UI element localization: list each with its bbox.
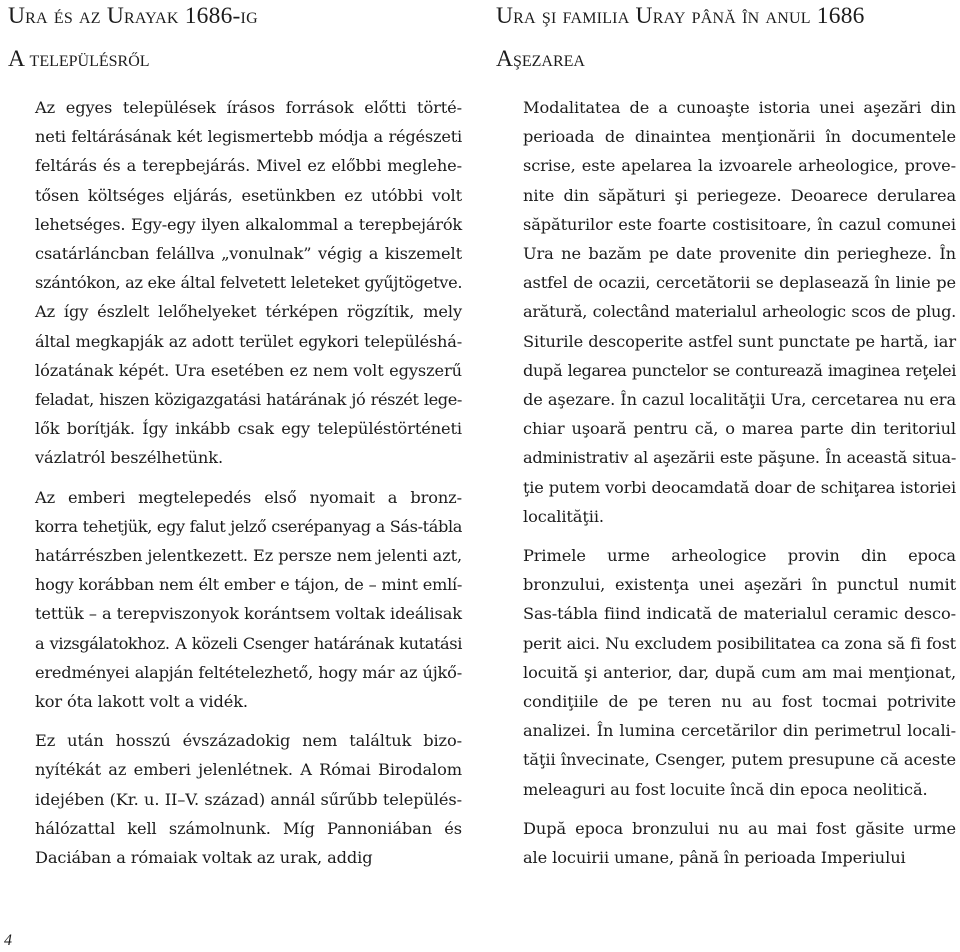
text-line: scrise, este apelarea la izvoarele arheologice, prove- — [523, 156, 956, 176]
text-line: Modalitatea de a cunoaşte istoria unei aşezări din — [523, 98, 956, 117]
text-line: după legarea punctelor se conturează imaginea reţelei — [523, 360, 956, 380]
text-line: de aşezare. În cazul localităţii Ura, cercetarea nu era — [523, 390, 956, 410]
text-line: meleaguri au fost locuite încă din epoca neolitică. — [523, 779, 928, 799]
section-heading-hungarian: A településről — [8, 46, 150, 72]
text-line: Siturile descoperite astfel sunt punctate pe hartă, iar — [523, 331, 956, 351]
text-line: condiţiile de pe teren nu au fost tocmai potrivite — [523, 692, 956, 712]
text-line: chiar uşoară pentru că, o marea parte din teritoriul — [523, 419, 956, 439]
section-heading-romanian: Aşezarea — [496, 46, 585, 72]
text-line: Ura ne bazăm pe date provenite din periegheze. În — [523, 244, 956, 264]
running-title-hungarian: Ura és az Urayak 1686-ig — [8, 3, 258, 29]
body-text-hungarian — [8, 93, 462, 872]
text-line: korra tehetjük, egy falut jelző cserépanyag a Sás-tábla — [35, 516, 462, 536]
text-line: lők borítják. Így inkább csak egy településtörténeti — [35, 419, 462, 439]
text-line: Primele urme arheologice provin din epoca — [523, 546, 956, 566]
text-line: tăţii învecinate, Csenger, putem presupune că aceste — [523, 750, 956, 770]
text-line: astfel de ocazii, cercetătorii se deplasează în linie pe — [523, 273, 956, 293]
text-line: analizei. În lumina cercetărilor din perimetrul locali- — [523, 721, 956, 741]
text-line: Ez után hosszú évszázadokig nem találtuk bizo- — [35, 731, 462, 751]
text-line: által megkapják az adott terület egykori településhá- — [35, 331, 462, 351]
body-text-romanian — [496, 93, 956, 872]
text-line: administrativ al aşezării este păşune. În această situa- — [523, 448, 956, 468]
text-line: tettük – a terepviszonyok korántsem voltak ideálisak — [35, 604, 462, 624]
paragraph — [496, 93, 956, 531]
page-number: 4 — [4, 932, 12, 949]
paragraph — [8, 726, 462, 872]
text-line: tősen költséges eljárás, esetünkben ez utóbbi volt — [35, 185, 462, 205]
text-line: eredményei alapján feltételezhető, hogy már az újkő- — [35, 662, 462, 682]
text-line: hogy korábban nem élt ember e tájon, de – mint emlí- — [35, 575, 462, 595]
text-line: locuită şi anterior, dar, după cum am mai menţionat, — [523, 662, 956, 682]
text-line: neti feltárásának két legismertebb módja a régészeti — [35, 127, 462, 147]
text-line: Daciában a rómaiak voltak az urak, addig — [35, 848, 373, 868]
text-line: perioada de dinaintea menţionării în documentele — [523, 127, 956, 147]
paragraph — [496, 814, 956, 872]
text-line: ţie putem vorbi deocamdată doar de schiţarea istoriei — [523, 477, 956, 497]
paragraph — [8, 483, 462, 717]
text-line: săpăturilor este foarte costisitoare, în cazul comunei — [523, 214, 956, 234]
text-line: arătură, colectând materialul arheologic scos de plug. — [523, 302, 956, 322]
text-line: csatárláncban felállva „vonulnak” végig a kiszemelt — [35, 244, 462, 264]
text-line: Az így észlelt lelőhelyeket térképen rögzítik, mely — [35, 302, 462, 322]
paragraph — [8, 93, 462, 473]
text-line: vázlatról beszélhetünk. — [35, 448, 224, 468]
text-line: nite din săpături şi periegeze. Deoarece derularea — [523, 185, 956, 205]
text-line: hálózattal kell számolnunk. Míg Pannoniában és — [35, 818, 462, 838]
text-line: kor óta lakott volt a vidék. — [35, 692, 248, 712]
text-line: Sas-tábla fiind indicată de materialul ceramic desco- — [523, 604, 956, 624]
text-line: feladat, hiszen közigazgatási határának jó részét lege- — [35, 390, 462, 410]
text-line: localităţii. — [523, 506, 604, 526]
text-line: Az emberi megtelepedés első nyomait a bronz- — [35, 487, 462, 507]
text-line: perit aici. Nu excludem posibilitatea ca zona să fi fost — [523, 633, 956, 653]
text-line: bronzului, existenţa unei aşezări în punctul numit — [523, 575, 956, 595]
text-line: szántókon, az eke által felvetett leleteket gyűjtögetve. — [35, 273, 463, 293]
text-line: lehetséges. Egy-egy ilyen alkalommal a terepbejárók — [35, 214, 462, 234]
text-line: a vizsgálatokhoz. A közeli Csenger határának kutatási — [35, 633, 462, 653]
running-title-romanian: Ura şi familia Uray până în anul 1686 — [496, 3, 865, 29]
text-line: feltárás és a terepbejárás. Mivel ez előbbi meglehe- — [35, 156, 462, 176]
text-line: Az egyes települések írásos források előtti törté- — [35, 98, 462, 117]
paragraph — [496, 541, 956, 804]
text-line: határrészben jelentkezett. Ez persze nem jelenti azt, — [35, 546, 463, 566]
text-line: După epoca bronzului nu au mai fost găsite urme — [523, 818, 956, 838]
text-line: lózatának képét. Ura esetében ez nem volt egyszerű — [35, 360, 462, 380]
text-line: idejében (Kr. u. II–V. század) annál sűrűbb település- — [35, 789, 462, 809]
text-line: ale locuirii umane, până în perioada Imperiului — [523, 848, 906, 868]
text-line: nyítékát az emberi jelenlétnek. A Római Birodalom — [35, 760, 462, 780]
